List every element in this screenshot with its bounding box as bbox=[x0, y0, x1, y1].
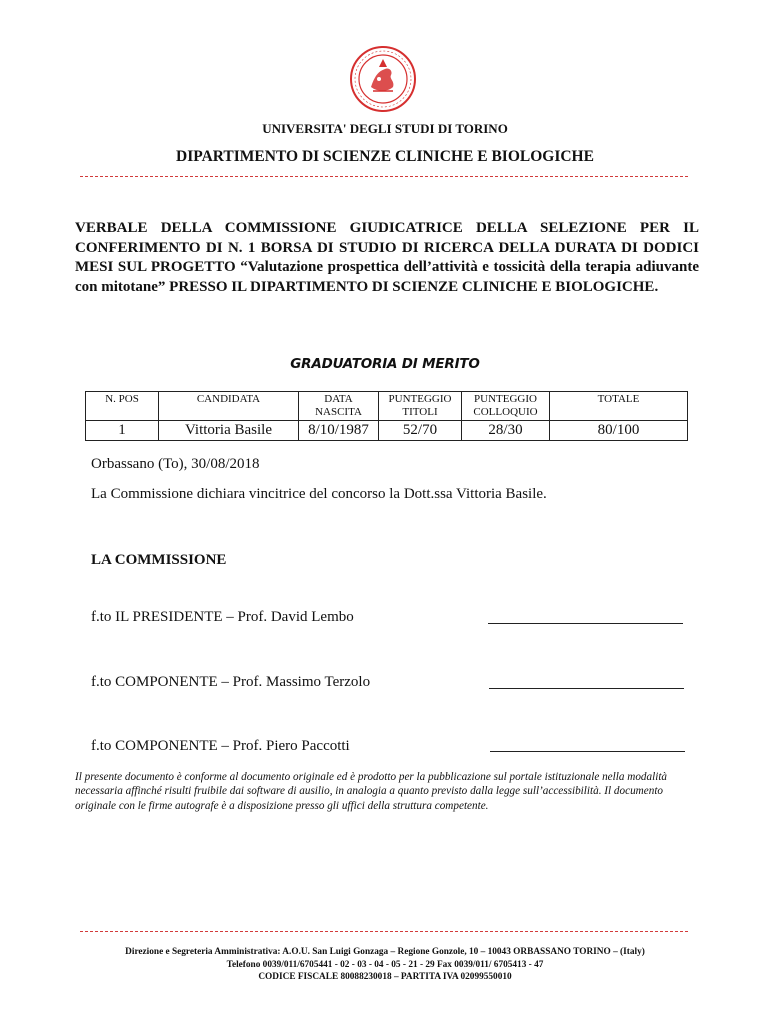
column-header: PUNTEGGIO TITOLI bbox=[379, 392, 462, 421]
commission-member: f.to COMPONENTE – Prof. Piero Paccotti bbox=[91, 738, 350, 754]
column-header: N. POS bbox=[86, 392, 159, 421]
university-seal-icon bbox=[349, 45, 417, 113]
place-date: Orbassano (To), 30/08/2018 bbox=[91, 456, 260, 472]
table-cell: 28/30 bbox=[462, 421, 550, 441]
footer bbox=[0, 946, 770, 984]
footer-divider bbox=[80, 931, 688, 932]
commission-heading: LA COMMISSIONE bbox=[91, 552, 227, 568]
footer-tax-ids: CODICE FISCALE 80088230018 – PARTITA IVA 02099550010 bbox=[258, 972, 512, 982]
column-header: TOTALE bbox=[550, 392, 688, 421]
table-cell: 8/10/1987 bbox=[299, 421, 379, 441]
header-divider bbox=[80, 176, 688, 177]
signature-line bbox=[488, 623, 683, 624]
table-cell: 1 bbox=[86, 421, 159, 441]
table-cell: 52/70 bbox=[379, 421, 462, 441]
table-cell: Vittoria Basile bbox=[159, 421, 299, 441]
ranking-title: GRADUATORIA DI MERITO bbox=[290, 356, 480, 372]
winner-declaration: La Commissione dichiara vincitrice del concorso la Dott.ssa Vittoria Basile. bbox=[91, 486, 547, 502]
footer-address: Direzione e Segreteria Amministrativa: A.O.U. San Luigi Gonzaga – Regione Gonzole, 10 – 10043 ORBASSANO TORINO – (Italy) bbox=[125, 947, 645, 957]
commission-member: f.to COMPONENTE – Prof. Massimo Terzolo bbox=[91, 674, 371, 690]
commission-member: f.to IL PRESIDENTE – Prof. David Lembo bbox=[91, 609, 354, 625]
table-row bbox=[86, 421, 688, 441]
column-header: PUNTEGGIO COLLOQUIO bbox=[462, 392, 550, 421]
department-name: DIPARTIMENTO DI SCIENZE CLINICHE E BIOLOGICHE bbox=[176, 148, 594, 165]
university-name: UNIVERSITA' DEGLI STUDI DI TORINO bbox=[262, 121, 508, 136]
footer-phone: Telefono 0039/011/6705441 - 02 - 03 - 04 - 05 - 21 - 29 Fax 0039/011/ 6705413 - 47 bbox=[226, 959, 544, 970]
table-header-row bbox=[86, 392, 688, 421]
document-subject: VERBALE DELLA COMMISSIONE GIUDICATRICE DELLA SELEZIONE PER IL CONFERIMENTO DI N. 1 BORSA DI STUDIO DI RICERCA DELLA DURATA DI DODICI MESI SUL PROGETTO “Valutazione prospettica dell’attività e tossicità della terapia adiuvante con mitotane” PRESSO IL DIPARTIMENTO DI SCIENZE CLINICHE E BIOLOGICHE. bbox=[75, 220, 699, 295]
ranking-table bbox=[85, 391, 688, 441]
conformity-disclaimer: Il presente documento è conforme al documento originale ed è prodotto per la pubblicazione sul portale istituzionale nella modalità necessaria affinché risulti fruibile dai software di ausilio, in analogia a quanto previsto dalla legge sull’accessibilità. Il documento originale con le firme autografe è a disposizione presso gli uffici della struttura competente. bbox=[75, 771, 668, 812]
signature-line bbox=[490, 751, 685, 752]
signature-line bbox=[489, 688, 684, 689]
table-cell: 80/100 bbox=[550, 421, 688, 441]
column-header: CANDIDATA bbox=[159, 392, 299, 421]
column-header: DATA NASCITA bbox=[299, 392, 379, 421]
